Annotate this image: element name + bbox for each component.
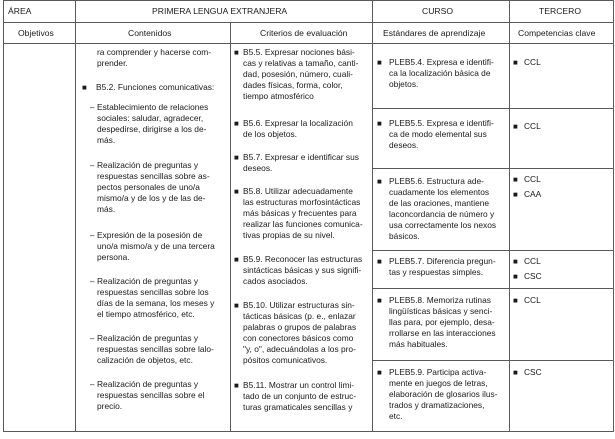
criterio-b57: B5.7. Expresar e identificar sus deseos. xyxy=(243,152,359,173)
bullet-icon: ■ xyxy=(377,177,382,186)
estandar-pleb57: PLEB5.7. Diferencia pregun- tas y respuestas simples. xyxy=(389,256,496,277)
contenidos-item-3: Expresión de la posesión de uno/a mismo/a y de una tercera persona. xyxy=(97,230,215,262)
bullet-icon: ■ xyxy=(234,187,239,196)
dash-icon: – xyxy=(90,231,95,240)
curso-value: TERCERO xyxy=(539,6,582,16)
bullet-icon: ■ xyxy=(513,122,518,131)
criterio-b59: B5.9. Reconocer las estructuras sintácticas básicas y sus signifi- cados asociados. xyxy=(243,254,363,286)
dash-icon: – xyxy=(90,161,95,170)
criterio-b511: B5.11. Mostrar un control limi- tado de un conjunto de estruc- turas gramaticales sencillas y xyxy=(243,380,357,412)
grid-line-bottom xyxy=(3,431,614,432)
grid-line-col2 xyxy=(230,22,231,432)
estandar-pleb58: PLEB5.8. Memoriza rutinas lingüísticas básicas y senci- llas para, por ejemplo, desa- rrollarse en las interacciones más habituales. xyxy=(389,295,496,349)
grid-line-col3 xyxy=(372,0,373,432)
bullet-icon: ■ xyxy=(82,83,87,92)
competencia: CCL xyxy=(524,256,541,266)
grid-line-right xyxy=(613,0,614,432)
competencia: CCL xyxy=(524,295,541,305)
col-objetivos: Objetivos xyxy=(18,28,54,38)
competencia: CAA xyxy=(524,189,542,199)
grid-line-col1 xyxy=(75,0,76,432)
contenidos-item-2: Realización de preguntas y respuestas sencillas sobre as- pectos personales de uno/a mismo/a y de los y de las de- más. xyxy=(97,160,210,214)
col-competencias: Competencias clave xyxy=(518,28,596,38)
bullet-icon: ■ xyxy=(234,301,239,310)
criterio-b510: B5.10. Utilizar estructuras sin- tácticas básicas (p. e., enlazar palabras o grupos de palabras con conectores básicos como "y, o", adecuándolas a los pro- pósitos comunicativos. xyxy=(243,300,357,365)
bullet-icon: ■ xyxy=(234,48,239,57)
bullet-icon: ■ xyxy=(234,381,239,390)
curso-label: CURSO xyxy=(422,6,454,16)
contenidos-item-4: Realización de preguntas y respuestas sencillas sobre los días de la semana, los meses y el tiempo atmosférico, etc. xyxy=(97,276,215,319)
bullet-icon: ■ xyxy=(513,175,518,184)
bullet-icon: ■ xyxy=(377,368,382,377)
competencia: CSC xyxy=(524,367,542,377)
contenidos-continuation: ra comprender y hacerse com- prender. xyxy=(97,47,212,68)
bullet-icon: ■ xyxy=(234,119,239,128)
row-sep-3 xyxy=(372,250,614,251)
bullet-icon: ■ xyxy=(377,58,382,67)
bullet-icon: ■ xyxy=(234,255,239,264)
bullet-icon: ■ xyxy=(377,257,382,266)
contenidos-item-1: Establecimiento de relaciones sociales: saludar, agradecer, despedirse, dirigirse a los de- más. xyxy=(97,102,209,145)
contenidos-item-6: Realización de preguntas y respuestas sencillas sobre el precio. xyxy=(97,379,205,411)
dash-icon: – xyxy=(90,334,95,343)
estandar-pleb59: PLEB5.9. Participa activa- mente en juegos de letras, elaboración de glosarios ilus- trados y dramatizaciones, etc. xyxy=(389,367,498,421)
row-sep-5 xyxy=(372,360,614,361)
competencia: CSC xyxy=(524,271,542,281)
bullet-icon: ■ xyxy=(513,368,518,377)
competencia: CCL xyxy=(524,121,541,131)
row-sep-1 xyxy=(372,108,614,109)
col-estandares: Estándares de aprendizaje xyxy=(383,28,486,38)
competencia: CCL xyxy=(524,174,541,184)
bullet-icon: ■ xyxy=(513,58,518,67)
dash-icon: – xyxy=(90,277,95,286)
bullet-icon: ■ xyxy=(513,296,518,305)
bullet-icon: ■ xyxy=(377,119,382,128)
grid-line-left xyxy=(3,0,4,432)
grid-line-top xyxy=(3,0,614,1)
criterio-b56: B5.6. Expresar la localización de los objetos. xyxy=(243,118,353,139)
criterio-b55: B5.5. Expresar nociones bási- cas y relativas a tamaño, canti- dad, posesión, número, cuali- dades físicas, forma, color, tiempo atmosférico xyxy=(243,47,359,101)
contenidos-b52-title: B5.2. Funciones comunicativas: xyxy=(96,82,215,92)
dash-icon: – xyxy=(90,380,95,389)
competencia: CCL xyxy=(524,57,541,67)
subject-title: PRIMERA LENGUA EXTRANJERA xyxy=(152,6,288,16)
contenidos-item-5: Realización de preguntas y respuestas sencillas sobre lalo- calización de objetos, etc. xyxy=(97,333,214,365)
estandar-pleb56: PLEB5.6. Estructura ade- cuadamente los elementos de las oraciones, mantiene laconcordancia de número y usa correctamente los nexos básicos. xyxy=(389,176,497,241)
bullet-icon: ■ xyxy=(377,296,382,305)
estandar-pleb54: PLEB5.4. Expresa e identifi- ca la localización básica de objetos. xyxy=(389,57,494,89)
grid-line-header xyxy=(3,22,614,23)
dash-icon: – xyxy=(90,103,95,112)
area-label: ÁREA xyxy=(8,6,32,16)
bullet-icon: ■ xyxy=(513,272,518,281)
bullet-icon: ■ xyxy=(234,153,239,162)
criterio-b58: B5.8. Utilizar adecuadamente las estructuras morfosintácticas más básicas y frecuentes para realizar las funciones comunica- tivas propias de su nivel. xyxy=(243,186,363,240)
grid-line-colheads xyxy=(3,43,614,44)
bullet-icon: ■ xyxy=(513,257,518,266)
col-contenidos: Contenidos xyxy=(128,28,172,38)
bullet-icon: ■ xyxy=(513,190,518,199)
estandar-pleb55: PLEB5.5. Expresa e identifi- ca de modo elemental sus deseos. xyxy=(389,118,494,150)
grid-line-col4 xyxy=(509,0,510,432)
col-criterios: Criterios de evaluación xyxy=(260,28,348,38)
row-sep-2 xyxy=(372,168,614,169)
row-sep-4 xyxy=(372,288,614,289)
